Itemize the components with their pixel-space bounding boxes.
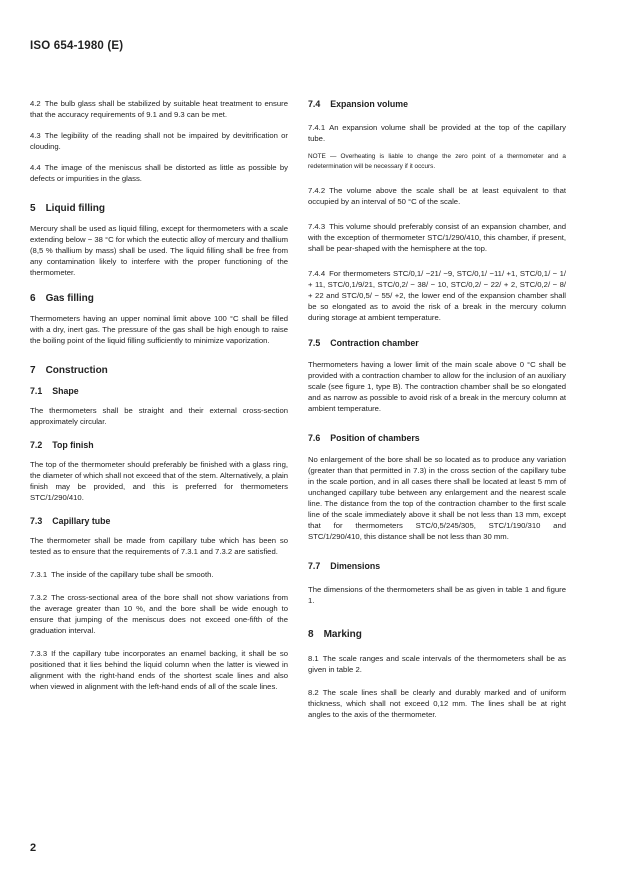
section-7-5-heading: 7.5 Contraction chamber <box>308 338 419 348</box>
section-7-3-heading: 7.3 Capillary tube <box>30 516 111 526</box>
note: NOTE — Overheating is liable to change the zero point of a thermometer and a redetermination will be necessary if it occurs. <box>308 153 566 170</box>
section-7-6-text: No enlargement of the bore shall be so located as to produce any variation (greater than that permitted in 7.3) in the cross section of the capillary tube in the scale portion, and in all cases there shall be located at least 5 mm of unchanged capillary tube between any enlargement and the nearest scale line. The distance from the top of the contraction chamber to the first scale line of the scale immediately above it shall be not less than 13 mm, except that for thermometers STC/0,5/245/305, STC/1/190/310 and STC/1/290/410, this distance shall be not less than 30 mm. <box>308 455 566 541</box>
section-7-4-heading: 7.4 Expansion volume <box>308 99 408 109</box>
page-number: 2 <box>30 842 37 854</box>
page-header: ISO 654-1980 (E) <box>30 40 124 52</box>
section-7-1-heading: 7.1 Shape <box>30 386 79 396</box>
section-7-3-text: The thermometer shall be made from capillary tube which has been so tested as to ensure that the requirements of 7.3.1 and 7.3.2 are satisfied. <box>30 536 288 556</box>
section-5-text: Mercury shall be used as liquid filling, except for thermometers with a scale extending below − 38 °C for which the eutectic alloy of mercury and thallium (8,5 % thallium by mass) shall be used. The liquid filling shall be free from any contamination likely to interfere with the proper functioning of the thermometer. <box>30 224 288 277</box>
section-7-6-heading: 7.6 Position of chambers <box>308 433 420 443</box>
section-8-heading: 8 Marking <box>308 629 362 640</box>
clause-7-4-4: 7.4.4 For thermometers STC/0,1/ −21/ −9, STC/0,1/ −11/ +1, STC/0,1/ − 1/ + 11, STC/0,1/9/21, STC/0,2/ − 38/ − 10, STC/0,2/ − 22/ + 2, STC/0,2/ − 8/ + 22 and STC/0,5/ − 55/ +2, the lower end of the expansion chamber shall be so elongated as to avoid the risk of a break in the mercury column during storage at ambient temperature. <box>308 269 566 322</box>
section-6-text: Thermometers having an upper nominal limit above 100 °C shall be filled with a dry, inert gas. The pressure of the gas shall be high enough to raise the boiling point of the liquid filling sufficiently to minimize vaporization. <box>30 314 288 345</box>
clause-7-3-1: 7.3.1 The inside of the capillary tube shall be smooth. <box>30 570 214 579</box>
section-7-2-text: The top of the thermometer should preferably be finished with a glass ring, the diameter of which shall not exceed that of the stem. Alternatively, a plain finish may be provided, and this is preferred for thermometers STC/1/290/410. <box>30 460 288 502</box>
left-column <box>30 98 288 692</box>
clause-7-4-3: 7.4.3 This volume should preferably consist of an expansion chamber, and with the exception of thermometer STC/1/290/410, this chamber, if present, shall be pear-shaped with the hemisphere at the top. <box>308 222 566 253</box>
clause-8-1: 8.1 The scale ranges and scale intervals of the thermometers shall be as given in table 2. <box>308 654 566 674</box>
section-7-heading: 7 Construction <box>30 365 108 376</box>
section-6-heading: 6 Gas filling <box>30 293 94 304</box>
clause-7-3-3: 7.3.3 If the capillary tube incorporates an enamel backing, it shall be so positioned that it lies behind the liquid column when the latter is viewed in alignment with the right-hand ends of the shortest scale lines and also when viewed in alignment with the left-hand ends of all of the scale lines. <box>30 649 288 691</box>
section-7-7-text: The dimensions of the thermometers shall be as given in table 1 and figure 1. <box>308 585 566 605</box>
clause-4-3: 4.3 The legibility of the reading shall not be impaired by devitrification or clouding. <box>30 131 288 151</box>
right-column <box>308 98 566 720</box>
section-5-heading: 5 Liquid filling <box>30 203 105 214</box>
clause-7-3-2: 7.3.2 The cross-sectional area of the bore shall not show variations from the average greater than 10 %, and the bore shall be wide enough to ensure that jumping of the meniscus does not exceed one-fifth of the graduation interval. <box>30 593 288 635</box>
clause-4-2: 4.2 The bulb glass shall be stabilized by suitable heat treatment to ensure that the accuracy requirements of 9.1 and 9.3 can be met. <box>30 99 288 119</box>
section-7-7-heading: 7.7 Dimensions <box>308 561 381 571</box>
section-7-5-text: Thermometers having a lower limit of the main scale above 0 °C shall be provided with a contraction chamber to allow for the inclusion of an auxiliary scale (see figure 1, type B). The contraction chamber shall be so elongated and as narrow as possible to avoid risk of a break in the mercury column at ambient temperature. <box>308 360 566 413</box>
clause-7-4-1: 7.4.1 An expansion volume shall be provided at the top of the capillary tube. <box>308 123 566 143</box>
clause-4-4: 4.4 The image of the meniscus shall be distorted as little as possible by defects or impurities in the glass. <box>30 163 288 183</box>
section-7-1-text: The thermometers shall be straight and their external cross-section approximately circular. <box>30 406 288 426</box>
clause-8-2: 8.2 The scale lines shall be clearly and durably marked and of uniform thickness, which shall not exceed 0,12 mm. The lines shall be at right angles to the axis of the thermometer. <box>308 688 566 719</box>
clause-7-4-2: 7.4.2 The volume above the scale shall be at least equivalent to that occupied by an interval of 50 °C of the scale. <box>308 186 566 206</box>
section-7-2-heading: 7.2 Top finish <box>30 440 94 450</box>
